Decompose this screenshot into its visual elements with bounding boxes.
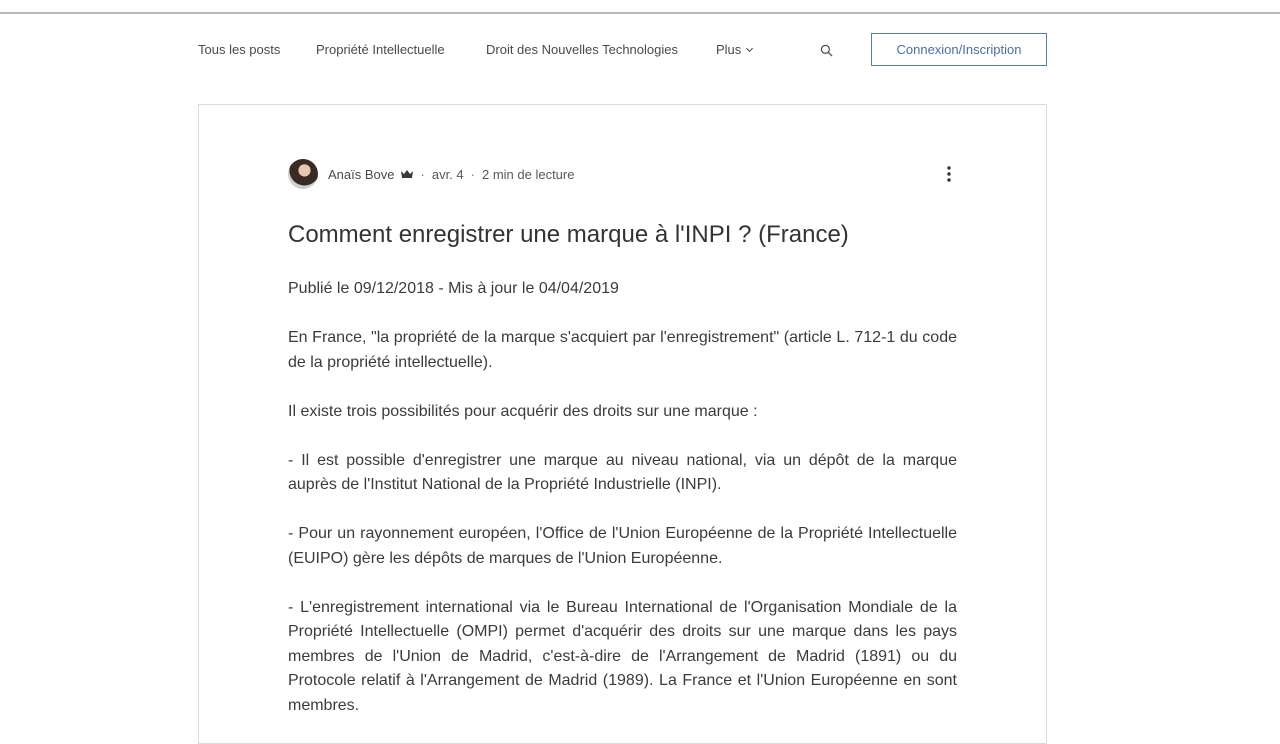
post-paragraph: Publié le 09/12/2018 - Mis à jour le 04/04/2019 bbox=[288, 280, 619, 297]
admin-crown-icon bbox=[400, 169, 414, 179]
post-card bbox=[198, 104, 1047, 744]
top-divider bbox=[0, 0, 1280, 14]
login-signup-button[interactable]: Connexion/Inscription bbox=[871, 33, 1047, 66]
post-paragraph: - Il est possible d'enregistrer une marque au niveau national, via un dépôt de la marque auprès de l'Institut National de la Propriété Industrielle (INPI). bbox=[288, 451, 957, 493]
chevron-down-icon bbox=[746, 45, 753, 52]
post-date: avr. 4 bbox=[431, 166, 464, 182]
nav-more-label: Plus bbox=[716, 42, 742, 57]
more-vertical-icon[interactable] bbox=[939, 165, 959, 183]
meta-separator: · bbox=[470, 166, 475, 182]
post-title: Comment enregistrer une marque à l'INPI ? (France) bbox=[288, 221, 849, 248]
post-paragraph: - Pour un rayonnement européen, l'Office de l'Union Européenne de la Propriété Intellectuelle (EUIPO) gère les dépôts de marques de l'Union Européenne. bbox=[288, 525, 957, 567]
post-paragraph: En France, "la propriété de la marque s'acquiert par l'enregistrement" (article L. 712-1 du code de la propriété intellectuelle). bbox=[288, 329, 957, 371]
nav-item-new-technologies-law[interactable]: Droit des Nouvelles Technologies bbox=[486, 42, 678, 57]
author-name[interactable]: Anaïs Bove bbox=[328, 166, 395, 182]
author-avatar[interactable] bbox=[288, 159, 318, 189]
post-paragraph: Il existe trois possibilités pour acquérir des droits sur une marque : bbox=[288, 402, 758, 420]
blog-nav bbox=[198, 34, 1047, 66]
read-time: 2 min de lecture bbox=[481, 166, 575, 182]
post-meta bbox=[288, 158, 574, 190]
meta-separator: · bbox=[420, 166, 425, 182]
nav-item-intellectual-property[interactable]: Propriété Intellectuelle bbox=[316, 42, 445, 57]
post-paragraph: - L'enregistrement international via le Bureau International de l'Organisation Mondiale de la Propriété Intellectuelle (OMPI) permet d'acquérir des droits sur une marque dans les pays membres de l'Union de Madrid, c'est-à-dire de l'Arrangement de Madrid (1891) ou du Protocole relatif à l'Arrangement de Madrid (1989). La France et l'Union Européenne en sont membres. bbox=[288, 598, 957, 714]
nav-item-all-posts[interactable]: Tous les posts bbox=[198, 42, 281, 57]
post-content bbox=[288, 277, 957, 743]
search-icon[interactable] bbox=[820, 44, 833, 57]
nav-item-more[interactable] bbox=[716, 42, 752, 57]
